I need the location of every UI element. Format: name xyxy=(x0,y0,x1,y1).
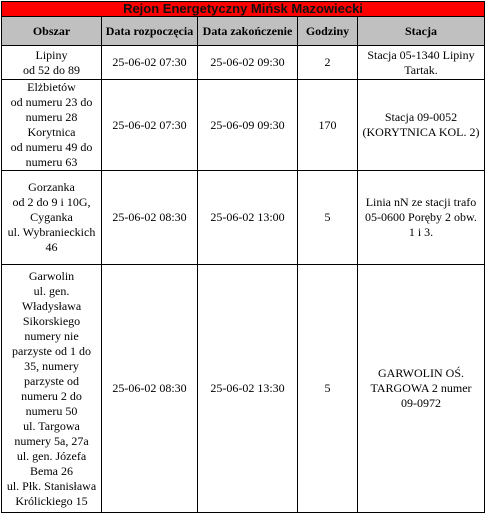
area-cell-line: Bema 26 xyxy=(30,463,73,478)
header-station: Stacja xyxy=(358,17,485,46)
outage-table xyxy=(1,1,485,513)
region-title: Rejon Energetyczny Mińsk Mazowiecki xyxy=(2,2,485,17)
station-cell-line: 1 i 3. xyxy=(408,225,434,239)
start-date-cell: 25-06-02 08:30 xyxy=(102,171,198,265)
station-cell-line: Stacja 09-0052 xyxy=(384,110,458,124)
area-cell-line: ul. Płk. Stanisława xyxy=(6,478,97,493)
area-cell-line: ul. Wybranieckich xyxy=(7,225,96,239)
table-row xyxy=(2,80,485,171)
station-cell xyxy=(358,46,485,80)
area-cell-line: od 52 do 89 xyxy=(23,62,80,77)
area-cell-line: Cyganka xyxy=(30,210,73,224)
area-cell-line: Sikorskiego xyxy=(22,313,81,328)
start-date-cell: 25-06-02 08:30 xyxy=(102,265,198,513)
header-area: Obszar xyxy=(2,17,102,46)
station-cell xyxy=(358,265,485,513)
area-cell-line: ul. Targowa xyxy=(23,418,80,433)
header-end-date: Data zakończenie xyxy=(198,17,298,46)
area-cell-line: Królickiego 15 xyxy=(15,493,88,508)
hours-cell: 5 xyxy=(298,171,358,265)
area-cell xyxy=(2,46,102,80)
station-cell-line: TARGOWA 2 numer xyxy=(370,381,472,395)
area-cell xyxy=(2,265,102,513)
area-cell-line: parzyste od xyxy=(24,373,79,388)
header-row xyxy=(2,17,485,46)
area-cell-line: numery 5a, 27a xyxy=(14,433,89,448)
end-date-cell: 25-06-02 09:30 xyxy=(198,46,298,80)
area-cell-line: Władysława xyxy=(21,298,82,313)
area-cell-line: numery nie xyxy=(24,328,79,343)
area-cell-line: 35, numery xyxy=(24,358,79,373)
header-start-date: Data rozpoczęcia xyxy=(102,17,198,46)
area-cell-line: Garwolin xyxy=(28,268,75,283)
start-date-cell: 25-06-02 07:30 xyxy=(102,46,198,80)
hours-cell: 2 xyxy=(298,46,358,80)
hours-cell: 170 xyxy=(298,80,358,171)
outage-schedule xyxy=(1,1,484,513)
station-cell-line: 09-0972 xyxy=(401,396,441,410)
station-cell-line: (KORYTNICA KOL. 2) xyxy=(362,125,480,139)
area-cell-line: Elżbietów xyxy=(27,80,76,94)
area-cell-line: numeru 63 xyxy=(25,155,78,169)
station-cell-line: 05-0600 Poręby 2 obw. xyxy=(365,210,477,224)
station-cell-line: Linia nN ze stacji trafo xyxy=(365,195,477,209)
area-cell-line: numeru 50 xyxy=(25,403,78,418)
area-cell-line: od numeru 49 do xyxy=(10,140,93,154)
station-cell-line: GARWOLIN OŚ. xyxy=(378,366,464,380)
end-date-cell: 25-06-02 13:00 xyxy=(198,171,298,265)
table-row xyxy=(2,171,485,265)
start-date-cell: 25-06-02 07:30 xyxy=(102,80,198,171)
area-cell-line: ul. gen. xyxy=(33,283,70,298)
area-cell-line: od numeru 23 do xyxy=(10,95,93,109)
table-row xyxy=(2,265,485,513)
station-cell-line: Stacja 05-1340 Lipiny xyxy=(367,47,475,62)
table-row xyxy=(2,46,485,80)
region-row xyxy=(2,2,485,17)
area-cell xyxy=(2,171,102,265)
area-cell-line: Korytnica xyxy=(27,125,76,139)
end-date-cell: 25-06-02 13:30 xyxy=(198,265,298,513)
table-body xyxy=(2,46,485,513)
station-cell-line: Tartak. xyxy=(404,62,438,77)
station-cell xyxy=(358,80,485,171)
area-cell-line: numeru 2 do xyxy=(21,388,82,403)
area-cell-line: ul. gen. Józefa xyxy=(16,448,87,463)
area-cell xyxy=(2,80,102,171)
station-cell xyxy=(358,171,485,265)
area-cell-line: parzyste od 1 do xyxy=(12,343,91,358)
area-cell-line: Gorzanka xyxy=(28,180,75,194)
area-cell-line: 46 xyxy=(45,240,58,254)
hours-cell: 5 xyxy=(298,265,358,513)
header-hours: Godziny xyxy=(298,17,358,46)
end-date-cell: 25-06-09 09:30 xyxy=(198,80,298,171)
area-cell-line: numeru 28 xyxy=(25,110,78,124)
area-cell-line: od 2 do 9 i 10G, xyxy=(12,195,91,209)
area-cell-line: Lipiny xyxy=(35,47,68,62)
